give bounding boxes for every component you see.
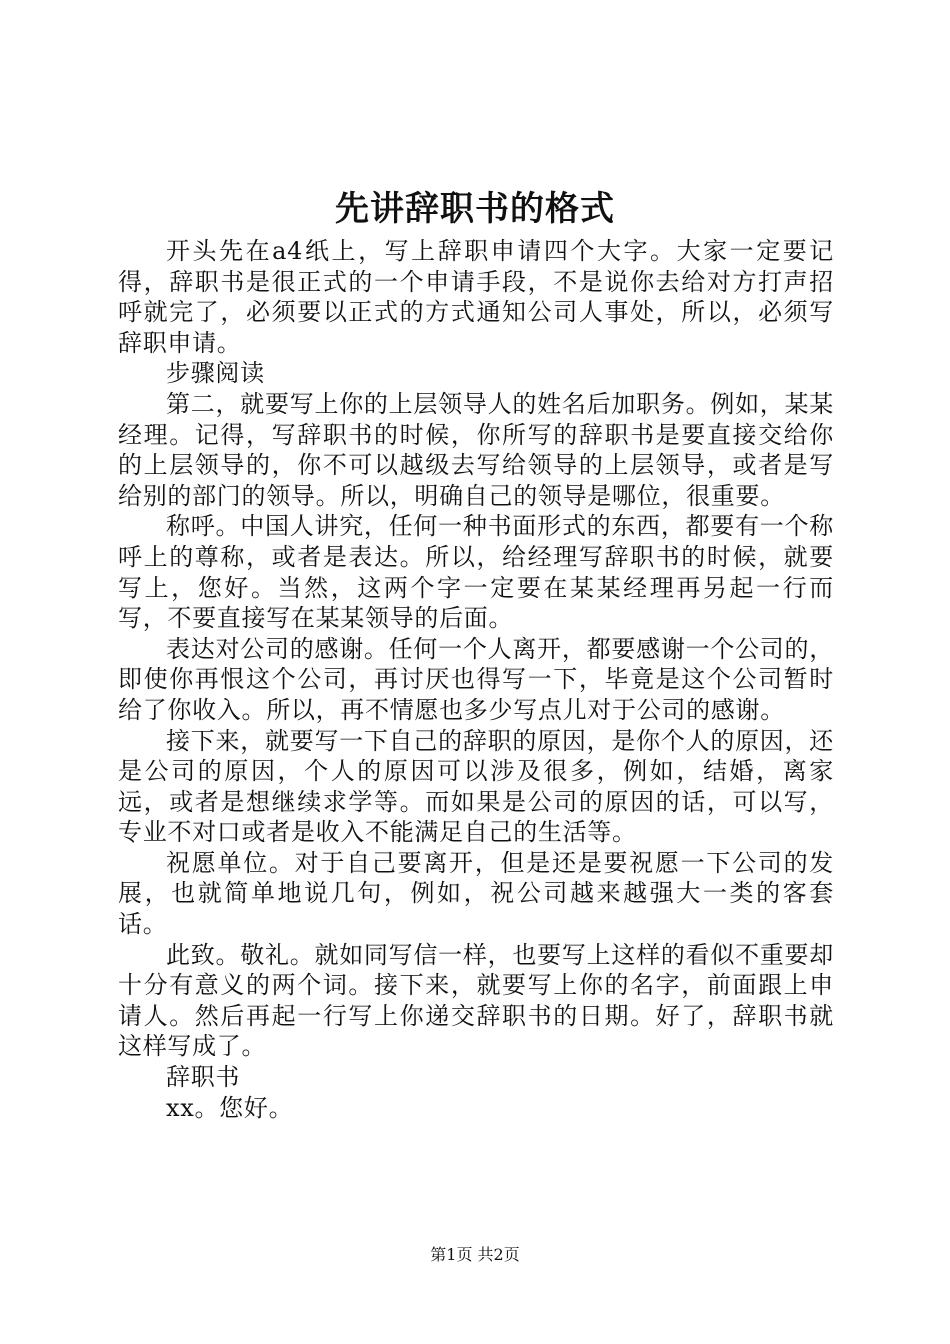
paragraph-thanks: 表达对公司的感谢。任何一个人离开，都要感谢一个公司的，即使你再恨这个公司，再讨厌也得写一下，毕竟是这个公司暂时给了你收入。所以，再不情愿也多少写点儿对于公司的感谢。 <box>118 634 834 724</box>
paragraph-intro: 开头先在a4纸上，写上辞职申请四个大字。大家一定要记得，辞职书是很正式的一个申请手段，不是说你去给对方打声招呼就完了，必须要以正式的方式通知公司人事处，所以，必须写辞职申请。 <box>118 237 834 357</box>
document-title: 先讲辞职书的格式 <box>335 189 615 229</box>
paragraph-steps-reading: 步骤阅读 <box>166 359 265 388</box>
paragraph-closing: 此致。敬礼。就如同写信一样，也要写上这样的看似不重要却十分有意义的两个词。接下来，就要写上你的名字，前面跟上申请人。然后再起一行写上你递交辞职书的日期。好了，辞职书就这样写成了。 <box>118 940 834 1061</box>
document-body <box>118 236 834 1123</box>
paragraph-reasons: 接下来，就要写一下自己的辞职的原因，是你个人的原因，还是公司的原因，个人的原因可以涉及很多，例如，结婚，离家远，或者是想继续求学等。而如果是公司的原因的话，可以写，专业不对口或者是收入不能满足自己的生活等。 <box>118 726 834 847</box>
paragraph-salutation: 称呼。中国人讲究，任何一种书面形式的东西，都要有一个称呼上的尊称，或者是表达。所以，给经理写辞职书的时候，就要写上，您好。当然，这两个字一定要在某某经理再另起一行而写，不要直接写在某某领导的后面。 <box>118 512 834 633</box>
page-number: 第1页 共2页 <box>430 1245 520 1264</box>
paragraph-second: 第二，就要写上你的上层领导人的姓名后加职务。例如，某某经理。记得，写辞职书的时候，你所写的辞职书是要直接交给你的上层领导的，你不可以越级去写给领导的上层领导，或者是写给别的部门的领导。所以，明确自己的领导是哪位，很重要。 <box>118 389 834 510</box>
paragraph-letter-title: 辞职书 <box>166 1063 241 1092</box>
paragraph-wishes: 祝愿单位。对于自己要离开，但是还是要祝愿一下公司的发展，也就简单地说几句，例如，祝公司越来越强大一类的客套话。 <box>118 848 834 939</box>
paragraph-letter-greeting: xx。您好。 <box>166 1093 294 1122</box>
